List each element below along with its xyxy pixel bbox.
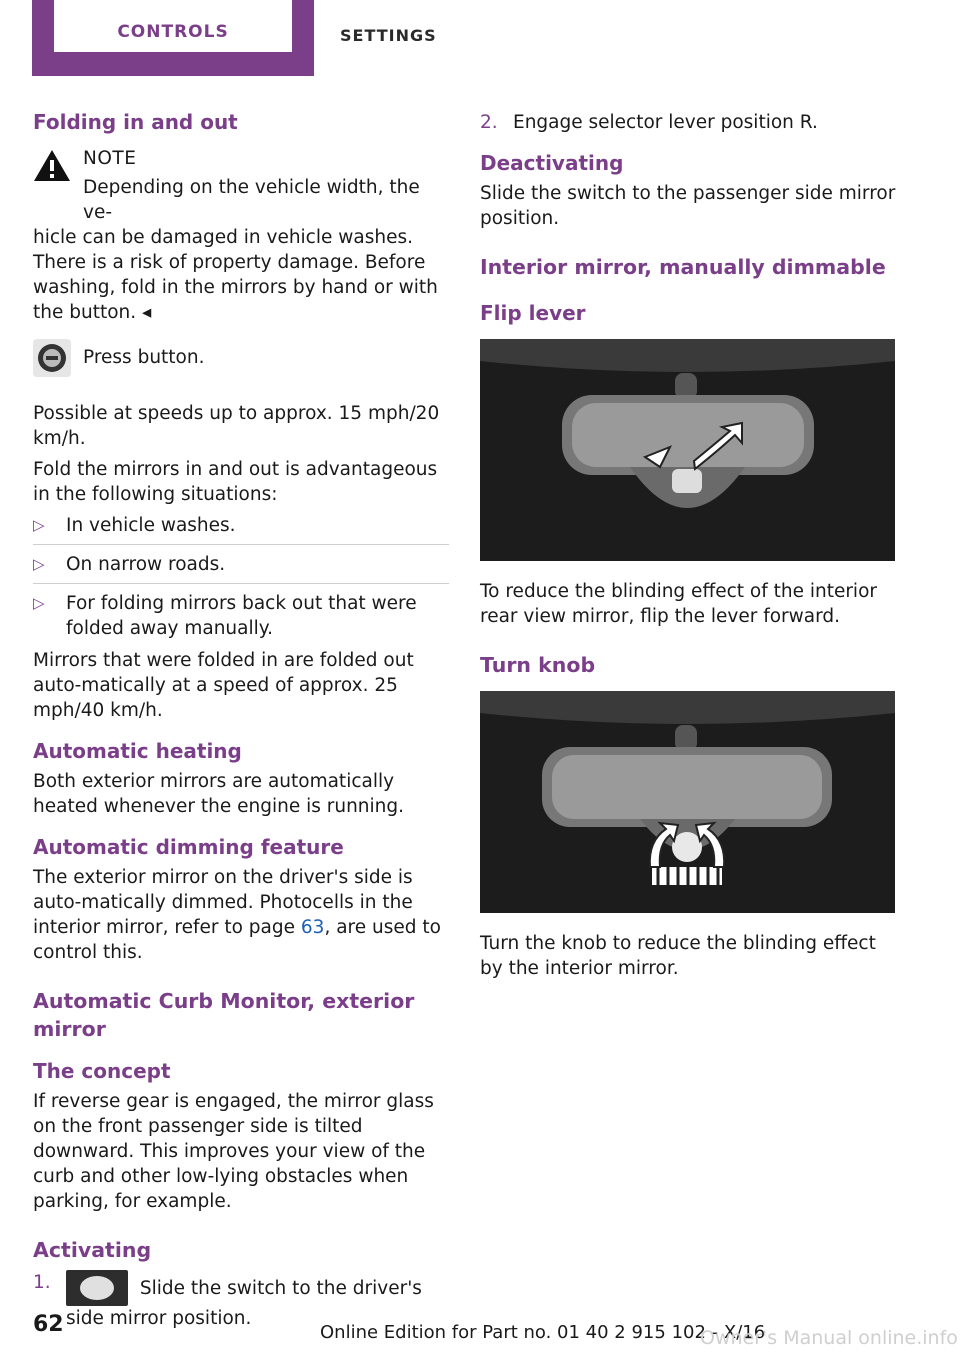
heading-heating: Automatic heating [33,739,242,763]
watermark: Owner's Manual online.info [700,1327,958,1349]
heading-activating: Activating [33,1238,152,1262]
mirrors-paragraph: Mirrors that were folded in are folded out auto‐matically at a speed of approx. 25 mph/40 km/h. [33,650,414,721]
list-item: ▷ For folding mirrors back out that were folded away manually. [33,593,417,639]
step-number: 1. [33,1272,51,1293]
note-body [33,225,449,325]
press-button-text: Press button. [83,347,205,368]
page-number: 62 [33,1312,64,1337]
dimming-paragraph: The exterior mirror on the driver's side is auto‐matically dimmed. Photocells in the interior mirror, refer to page 63, are used to control this. [33,867,441,963]
step-text: Engage selector lever position R. [513,112,818,133]
heading-interior-mirror: Interior mirror, manually dimmable [480,255,886,279]
turn-paragraph: Turn the knob to reduce the blinding effect by the interior mirror. [480,933,876,979]
tab-settings[interactable]: SETTINGS [340,26,437,45]
turn-knob-illustration [480,691,895,913]
speed-paragraph: Possible at speeds up to approx. 15 mph/20 km/h. [33,403,440,449]
note-rest: hicle can be damaged in vehicle washes. There is a risk of property damage. Before washing, fold in the mirrors by hand or with the button. [33,227,438,323]
bullet-icon: ▷ [33,555,45,573]
mirror-switch-icon [66,1270,128,1306]
heading-flip-lever: Flip lever [480,301,586,325]
flip-lever-figure [480,339,895,561]
heading-turn-knob: Turn knob [480,653,596,677]
heading-folding: Folding in and out [33,110,238,134]
press-button-block [33,345,449,389]
concept-paragraph: If reverse gear is engaged, the mirror glass on the front passenger side is tilted downward. This improves your view of the curb and other low-lying obstacles when parking, for example. [33,1091,434,1212]
situations-list [33,513,449,641]
note-title: NOTE [83,148,137,169]
deactivating-paragraph: Slide the switch to the passenger side mirror position. [480,183,896,229]
step-text: Slide the switch to the driver's side mirror position. [66,1278,422,1329]
list-item: ▷ On narrow roads. [33,552,449,584]
fold-mirror-button-icon [33,339,71,377]
page-link[interactable]: 63 [300,917,325,938]
flip-paragraph: To reduce the blinding effect of the interior rear view mirror, flip the lever forward. [480,581,878,627]
flip-lever-illustration [480,339,895,561]
footer-edition: Online Edition for Part no. 01 40 2 915 102 - X/16 [320,1322,766,1343]
step-number: 2. [480,112,498,133]
heading-deactivating: Deactivating [480,151,624,175]
heading-dimming: Automatic dimming feature [33,835,344,859]
activating-steps-cont [480,110,898,135]
fold-intro: Fold the mirrors in and out is advantageous in the following situations: [33,459,438,505]
note-line-1: Depending on the vehicle width, the ve‐ [83,177,420,223]
bullet-icon: ▷ [33,516,45,534]
heating-paragraph: Both exterior mirrors are automatically heated whenever the engine is running. [33,771,405,817]
heading-concept: The concept [33,1059,171,1083]
note-end-icon: ◂ [142,302,152,323]
warning-icon [33,148,71,182]
left-column [33,108,449,1337]
step-2 [480,110,898,135]
turn-knob-figure [480,691,895,913]
tab-controls-label: CONTROLS [54,0,292,52]
list-item: ▷ In vehicle washes. [33,513,449,545]
bullet-icon: ▷ [33,594,45,612]
heading-curb-monitor: Automatic Curb Monitor, exterior mirror [33,989,415,1041]
note-block [33,146,449,325]
right-column [480,108,898,987]
tab-controls[interactable] [32,0,314,76]
